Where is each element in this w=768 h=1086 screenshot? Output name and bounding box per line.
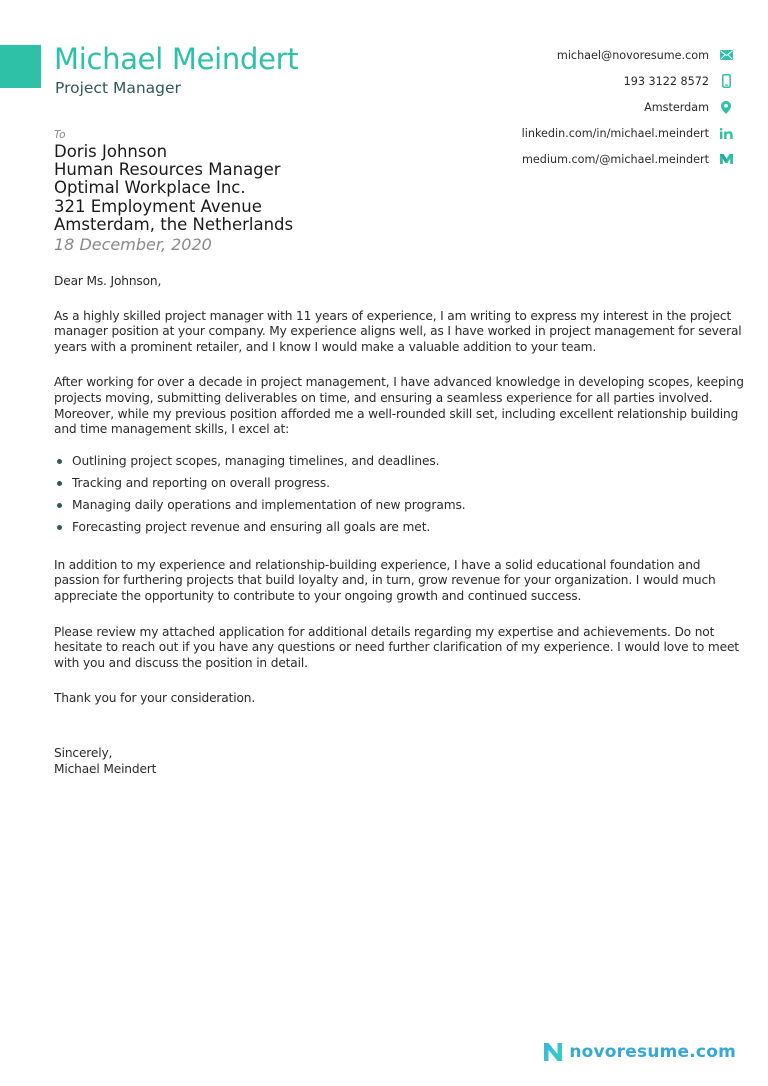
novoresume-logo-text: novoresume.com [569, 1042, 736, 1062]
applicant-name: Michael Meindert [54, 42, 299, 76]
accent-block [0, 45, 41, 88]
paragraph-call-to-action: Please review my attached application for additional details regarding my expertise and achievements. Do not hesitate to reach out if you have any questions or need further clarification of my experience. I would love to meet with you and discuss the position in detail. [54, 624, 739, 670]
contact-email-text[interactable]: michael@novoresume.com [556, 48, 709, 62]
paragraph-thanks: Thank you for your consideration. [54, 691, 256, 706]
contact-location [413, 94, 733, 120]
skills-list-item [54, 451, 744, 473]
closing: Sincerely, [54, 745, 113, 760]
greeting: Dear Ms. Johnson, [54, 274, 162, 288]
novoresume-logo-icon [543, 1042, 563, 1062]
skills-list-item-text: Managing daily operations and implementation of new programs. [72, 497, 466, 512]
bullet-icon [57, 525, 62, 530]
skills-list-item [54, 495, 744, 517]
contact-list [413, 42, 733, 172]
phone-icon [719, 74, 733, 88]
contact-email[interactable] [413, 42, 733, 68]
contact-phone-text[interactable]: 193 3122 8572 [623, 74, 709, 88]
contact-medium[interactable] [413, 146, 733, 172]
to-label: To [54, 129, 66, 141]
paragraph-intro: As a highly skilled project manager with 11 years of experience, I am writing to express my interest in the project manager position at your company. My experience aligns well, as I have worked in project management for several years with a prominent retailer, and I know I would make a valuable addition to your team. [54, 308, 742, 354]
contact-phone[interactable] [413, 68, 733, 94]
contact-medium-text[interactable]: medium.com/@michael.meindert [522, 152, 709, 166]
skills-list-item [54, 473, 744, 495]
contact-linkedin-text[interactable]: linkedin.com/in/michael.meindert [521, 126, 709, 140]
recipient-company: Optimal Workplace Inc. [54, 178, 246, 198]
recipient-position: Human Resources Manager [54, 160, 281, 180]
paragraph-experience: After working for over a decade in project management, I have advanced knowledge in developing scopes, keeping projects moving, submitting deliverables on time, and ensuring a seamless experience for all parties involved. Moreover, while my previous position afforded me a well-rounded skill set, including excellent relationship building and time management skills, I excel at: [54, 375, 744, 437]
bullet-icon [57, 481, 62, 486]
linkedin-icon [719, 126, 733, 140]
letter-date: 18 December, 2020 [54, 235, 212, 255]
signature: Michael Meindert [54, 761, 157, 776]
paragraph-education: In addition to my experience and relationship-building experience, I have a solid educational foundation and passion for furthering projects that build loyalty and, in turn, grow revenue for your organization. I would much appreciate the opportunity to contribute to your ongoing growth and continued success. [54, 557, 716, 603]
contact-linkedin[interactable] [413, 120, 733, 146]
skills-list-item-text: Tracking and reporting on overall progress. [72, 475, 330, 490]
contact-location-text: Amsterdam [644, 100, 709, 114]
location-pin-icon [719, 100, 733, 114]
envelope-icon [719, 48, 733, 62]
recipient-block [54, 128, 293, 255]
recipient-name: Doris Johnson [54, 142, 168, 161]
novoresume-logo[interactable] [543, 1042, 736, 1062]
skills-list-item-text: Forecasting project revenue and ensuring all goals are met. [72, 519, 431, 534]
applicant-job-title: Project Manager [55, 79, 181, 97]
bullet-icon [57, 459, 62, 464]
skills-list-item [54, 517, 744, 539]
skills-list [54, 451, 744, 539]
medium-icon [719, 152, 733, 166]
bullet-icon [57, 503, 62, 508]
skills-list-item-text: Outlining project scopes, managing timelines, and deadlines. [72, 453, 440, 468]
letter-body [54, 274, 744, 777]
recipient-city: Amsterdam, the Netherlands [54, 214, 294, 234]
recipient-street: 321 Employment Avenue [54, 196, 262, 216]
